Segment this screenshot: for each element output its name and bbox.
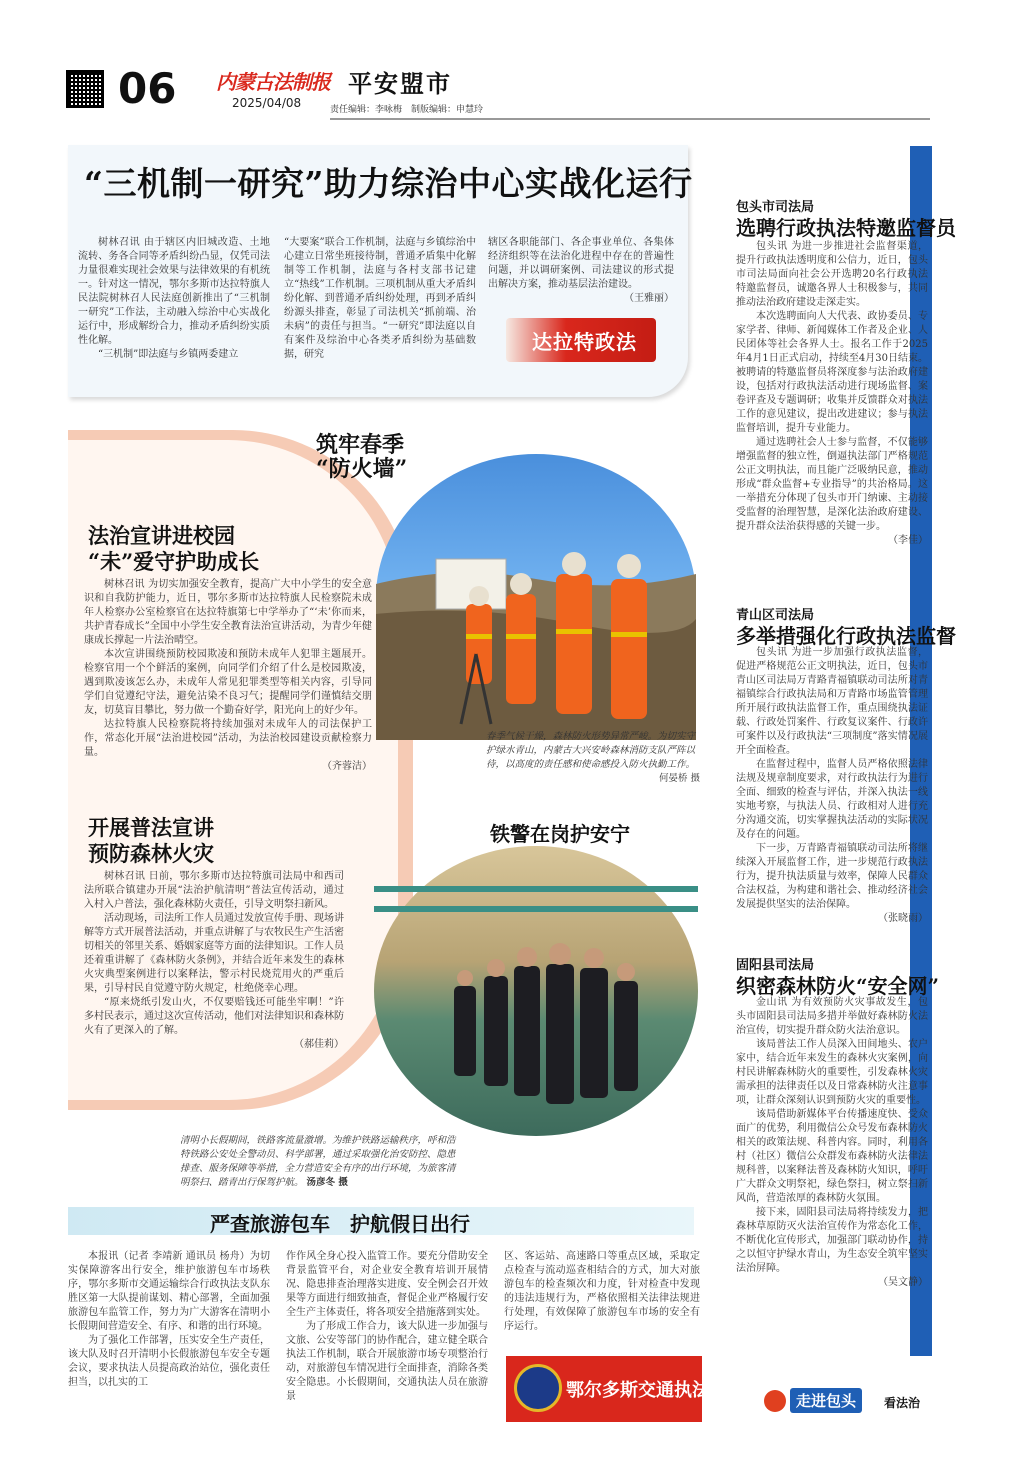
lead-col-1 [78,236,270,364]
right-s3-p4: 接下来，固阳县司法局将持续发力，把森林草原防灭火法治宣传作为常态化工作，不断优化宣传形式，加强部门联动协作，持之以恒守护绿水青山，为生态安全筑牢坚实法治屏障。 [736,1207,928,1274]
qr-code [66,70,104,108]
header-rule [330,118,930,120]
dalate-badge-label: 达拉特政法 [532,330,637,354]
photo2-caption-text: 清明小长假期间，铁路客流量激增。为维护铁路运输秩序，呼和浩特铁路公安处全警动员、科学部署，通过采取强化治安防控、隐患排查、服务保障等举措，全力营造安全有序的出行环境，为旅客清明祭扫、踏青出行保驾护航。 [180,1135,456,1188]
right-s1-title: 选聘行政执法特邀监督员 [736,216,956,240]
photo1-caption-text: 春季气候干燥，森林防火形势异常严峻。为切实守护绿水青山，内蒙古大兴安岭森林消防支队严阵以待，以高度的责任感和使命感投入防火执勤工作。 [486,731,696,770]
photo2-title: 铁警在岗护安宁 [490,822,630,846]
firelaw-p1: 树林召讯 日前，鄂尔多斯市达拉特旗司法局中和西司法所联合镇建办开展“法治护航清明”普法宣传活动，通过入村入户普法，强化森林防火责任，引导文明祭扫新风。 [84,871,344,910]
firefighters-illustration [376,454,696,740]
right-s2-body [736,646,928,938]
right-s1-p1: 包头讯 为进一步推进社会监督渠道，提升行政执法透明度和公信力，近日，包头市司法局面向社会公开选聘20名行政执法特邀监督员，诚邀各界人士积极参与，共同推动法治政府建设走深走实。 [736,241,928,308]
bottom-col3-text: 区、客运站、高速路口等重点区域，采取定点检查与流动巡查相结合的方式，加大对旅游包车的检查频次和力度，针对检查中发现的违法违规行为，严格依照相关法律法规进行处理，有效保障了旅游包车市场的安全有序运行。 [504,1251,700,1332]
baotou-footer-badge: 走进包头 [790,1388,862,1413]
right-s2-p3: 下一步，万青路青福镇联动司法所将继续深入开展监督工作，进一步规范行政执法行为，提升执法质量与效率，保障人民群众合法权益，为构建和谐社会、推动经济社会发展提供坚实的法治保障。 [736,843,928,910]
right-s3-org: 固阳县司法局 [736,958,815,973]
right-s1-body [736,240,928,574]
campus-signature: （齐蓉洁） [322,761,372,772]
campus-title-2: “未”爱守护助成长 [88,549,260,574]
campus-body [84,578,372,772]
lead-col1b-text: “三机制”即法庭与乡镇两委建立 [98,349,239,360]
ordos-traffic-badge-label: 鄂尔多斯交通执法 [566,1380,710,1401]
masthead-logo: 内蒙古法制报 [216,70,330,94]
photo1-title-2: “防火墙” [316,456,408,482]
right-s3-p1: 金山讯 为有效预防火灾事故发生，包头市固阳县司法局多措并举做好森林防火法治宣传，切实提升群众防火法治意识。 [736,997,928,1036]
lead-col3-text: 辖区各职能部门、各企事业单位、各集体经济组织等在法治化进程中存在的普遍性问题，并以调研案例、司法建议的形式提出解决方案，推动基层法治建设。 [488,237,674,290]
bottom-col2-text: 作作风全身心投入监管工作。要充分借助安全背景监管平台，对企业安全教育培训开展情况、隐患排查治理落实进度、安全例会召开效果等方面进行细致抽查，督促企业严格履行安全生产主体责任，将各项安全措施落到实处。 [286,1251,488,1318]
right-s2-p2: 在监督过程中，监督人员严格依照法律法规及规章制度要求，对行政执法行为进行全面、细致的检查与评估，并深入执法一线实地考察，与执法人员、行政相对人进行充分沟通交流，切实掌握执法活动的实际状况及存在的问题。 [736,759,928,840]
firelaw-body [84,870,344,1086]
right-s1-p3: 通过选聘社会人士参与监督，不仅能够增强监督的独立性，倒逼执法部门严格规范公正文明执法，而且能广泛吸纳民意，推动形成“群众监督+专业指导”的共治格局。这一举措充分体现了包头市开门纳谏、主动接受监督的治理智慧，是深化法治政府建设、提升群众法治获得感的关键一步。 [736,437,928,532]
firelaw-signature: （郝佳莉） [294,1039,344,1050]
right-s1-org: 包头市司法局 [736,200,815,215]
right-s1-p2: 本次选聘面向人大代表、政协委员、专家学者、律师、新闻媒体工作者及企业、人民团体等社会各界人士。报名工作于2025年4月1日正式启动，持续至4月30日结束。被聘请的特邀监督员将深度参与法治政府建设，包括对行政执法活动进行现场监督、案卷评查及专题调研；收集并反馈群众对执法工作的意见建议，提出改进建议；参与执法监督培训，提升专业能力。 [736,311,928,434]
photo2-caption [180,1134,464,1190]
baotou-logo-icon [764,1390,786,1412]
lead-signature: （王雅丽） [624,293,674,304]
bottom-col2b-text: 为了形成工作合力，该大队进一步加强与文旅、公安等部门的协作配合，建立健全联合执法工作机制，联合开展旅游市场专项整治行动，对旅游包车情况进行全面排查，消除各类安全隐患。小长假期间，交通执法人员在旅游景 [286,1321,488,1402]
firelaw-title-1: 开展普法宣讲 [88,815,214,840]
photo1-caption [486,730,700,786]
traffic-police-emblem [514,1364,562,1412]
bottom-col1-text: 本报讯（记者 李靖新 通讯员 杨舟）为切实保障游客出行安全，维护旅游包车市场秩序，鄂尔多斯市交通运输综合行政执法支队东胜区第一大队提前谋划、精心部署，全面加强旅游包车监管工作，努力为广大游客在清明小长假期间营造安全、有序、和谐的出行环境。 [68,1251,270,1332]
bottom-col-2 [286,1250,488,1460]
right-s1-signature: （李佳） [888,535,928,546]
ordos-traffic-badge [506,1356,710,1422]
forest-firefighters-photo [376,454,696,740]
photo1-credit: 何晏桥 摄 [658,773,700,784]
bottom-col-3 [504,1250,700,1334]
right-s2-org: 青山区司法局 [736,608,815,623]
dalate-badge [506,318,656,362]
lead-col1-text: 树林召讯 由于辖区内旧城改造、土地流转、务各合同等矛盾纠纷凸显，仅凭司法力量很难实现社会效果与法律效果的有机统一。针对这一情况，鄂尔多斯市达拉特旗人民法院树林召人民法庭创新推出了“三机制一研究”工作法，主动融入综治中心实战化运行中，形成解纷合力，推动矛盾纠纷实质性化解。 [78,237,270,346]
photo2-credit: 汤彦冬 摄 [306,1177,348,1188]
lead-col2-text: “大要案”联合工作机制，法庭与乡镇综治中心建立日常坐班接待制，普通矛盾集中化解制等工作机制，法庭与各村支部书记建立“热线”工作机制。三项机制从重大矛盾纠纷化解、到普通矛盾纠纷处理，再到矛盾纠纷源头排查，彰显了司法机关“抓前端、治未病”的责任与担当。“一研究”即法庭以自有案件及综治中心各类矛盾纠纷为基础数据，研究 [284,237,476,360]
bottom-col1b-text: 为了强化工作部署，压实安全生产责任，该大队及时召开清明小长假旅游包车安全专题会议，要求执法人员提高政治站位，强化责任担当，以扎实的工 [68,1335,270,1388]
lead-headline: “三机制一研究”助力综治中心实战化运行 [84,164,693,203]
campus-p3: 达拉特旗人民检察院将持续加强对未成年人的司法保护工作，常态化开展“法治进校园”活动，为法治校园建设贡献检察力量。 [84,719,372,758]
firelaw-title-2: 预防森林火灾 [88,841,214,866]
right-s2-title: 多举措强化行政执法监督 [736,624,956,648]
issue-date: 2025/04/08 [232,96,302,110]
lead-col-3 [488,236,674,308]
page-number: 06 [118,64,177,113]
campus-title-1: 法治宣讲进校园 [88,523,235,548]
baotou-footer-suffix: 看法治 [884,1396,921,1410]
bottom-headline: 严查旅游包车 护航假日出行 [210,1212,470,1236]
right-s2-signature: （张晓雨） [878,913,928,924]
campus-p1: 树林召讯 为切实加强安全教育，提高广大中小学生的安全意识和自我防护能力，近日，鄂尔多斯市达拉特旗人民检察院未成年人检察办公室检察官在达拉特旗第七中学举办了“‘未’你而来，共护青春成长”全国中小学生安全教育法治宣讲活动，为青少年健康成长撑起一片法治晴空。 [84,579,372,646]
right-s3-signature: （吴文静） [878,1277,928,1288]
campus-p2: 本次宣讲围绕预防校园欺凌和预防未成年人犯罪主题展开。检察官用一个个鲜活的案例，向同学们介绍了什么是校园欺凌，遇到欺凌该怎么办，未成年人常见犯罪类型等相关内容，引导同学们自觉遵纪守法，避免沾染不良习气；提醒同学们谨慎结交朋友，切莫盲目攀比，努力做一个勤奋好学，阳光向上的好少年。 [84,649,372,716]
right-s3-p3: 该局借助新媒体平台传播速度快、受众面广的优势，利用微信公众号发布森林防火相关的政策法规、科普内容。同时，利用各村（社区）微信公众群发布森林防火法律法规科普，以案释法普及森林防火知识，呼吁广大群众文明祭祀，绿色祭扫，树立祭扫新风尚，营造浓厚的森林防火氛围。 [736,1109,928,1204]
right-s2-p1: 包头讯 为进一步加强行政执法监督，促进严格规范公正文明执法，近日，包头市青山区司法局万青路青福镇联动司法所对青福镇综合行政执法局和万青路市场监管管理所开展行政执法监督工作，重点围绕执法证载、行政处罚案件、行政复议案件、行政许可案件以及行政执法“三项制度”落实情况展开全面检查。 [736,647,928,756]
bottom-col-1 [68,1250,270,1460]
firelaw-p2: 活动现场，司法所工作人员通过发放宣传手册、现场讲解等方式开展普法活动，并重点讲解了与农牧民生产生活密切相关的邻里关系、婚姻家庭等方面的法律知识。工作人员还着重讲解了《森林防火条例》，并结合近年来发生的森林火灾典型案例进行以案释法，警示村民烧荒用火的严重后果，引导村民自觉遵守防火规定，杜绝侥幸心理。 [84,913,344,994]
right-s3-body [736,996,928,1332]
photo1-title-1: 筑牢春季 [316,432,405,458]
firelaw-p3: “原来烧纸引发山火，不仅要赔钱还可能坐牢啊！”许多村民表示，通过这次宣传活动，他们对法律知识和森林防火有了更深入的了解。 [84,997,344,1036]
editor-line: 责任编辑：李咏梅 制版编辑：申慧玲 [330,105,484,115]
section-title: 平安盟市 [348,69,452,98]
railway-police-photo [374,846,698,1136]
lead-col-2 [284,236,476,364]
police-illustration [374,846,698,1136]
right-s3-p2: 该局普法工作人员深入田间地头、农户家中，结合近年来发生的森林火灾案例，向村民讲解森林防火的重要性，引发森林火灾需承担的法律责任以及日常森林防火注意事项，让群众深刻认识到预防火灾的重要性。 [736,1039,928,1106]
right-s3-title: 织密森林防火“安全网” [736,974,940,998]
